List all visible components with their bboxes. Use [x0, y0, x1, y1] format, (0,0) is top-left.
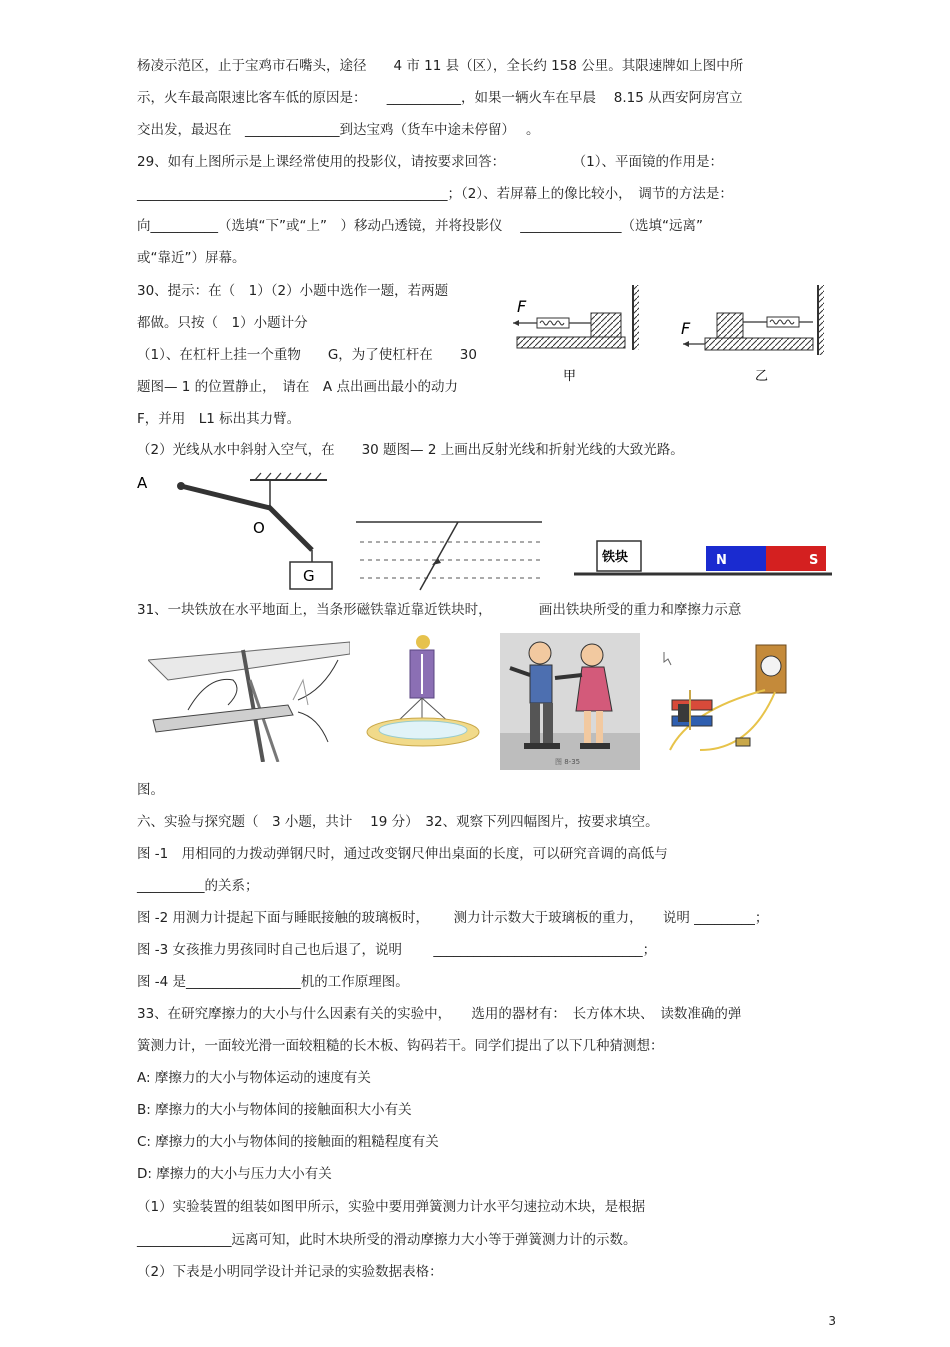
q31-line-1: 31、一块铁放在水平地面上，当条形磁铁靠近靠近铁块时， 画出铁块所受的重力和摩擦力示意	[137, 602, 742, 618]
q33-option-c: C: 摩擦力的大小与物体间的接触面的粗糙程度有关	[137, 1134, 439, 1150]
iron-block-label: 铁块	[602, 550, 629, 565]
point-a-label: A	[137, 474, 148, 492]
q32-fig3-line: 图 -3 女孩推力男孩同时自己也后退了，说明 _______________________________；	[137, 942, 657, 958]
q30-line-5: F，并用 L1 标出其力臂。	[137, 411, 301, 427]
steel-ruler-photo	[148, 640, 350, 762]
weight-g-label: G	[303, 567, 315, 585]
q33-option-a: A: 摩擦力的大小与物体运动的速度有关	[137, 1070, 371, 1086]
q32-fig1-line: 图 -1 用相同的力拨动弹钢尺时，通过改变钢尺伸出桌面的长度，可以研究音调的高低与	[137, 846, 668, 862]
q33-part2-line: （2）下表是小明同学设计并记录的实验数据表格：	[137, 1264, 443, 1280]
q30-line-4: 题图— 1 的位置静止， 请在 A 点出画出最小的动力	[137, 379, 458, 395]
skaters-photo	[500, 633, 640, 770]
q30-line-1: 30、提示：在（ 1）（2）小题中选作一题，若两题	[137, 283, 449, 299]
text-line-3: 交出发，最迟在 ______________到达宝鸡（货车中途未停留） 。	[137, 122, 540, 138]
refraction-figure	[352, 508, 547, 592]
q29-line-2: ______________________________________________；（2）、若屏幕上的像比较小， 调节的方法是：	[137, 186, 733, 202]
q31-line-2: 图。	[137, 782, 164, 798]
label-yi: 乙	[755, 369, 769, 384]
q33-option-b: B: 摩擦力的大小与物体间的接触面积大小有关	[137, 1102, 412, 1118]
q30-line-2: 都做。只按（ 1）小题计分	[137, 315, 308, 331]
page-number: 3	[828, 1314, 836, 1328]
lever-figure	[135, 470, 345, 592]
q30-line-3: （1）、在杠杆上挂一个重物 G，为了使杠杆在 30	[137, 347, 477, 363]
text-line-1: 杨凌示范区，止于宝鸡市石嘴头，途径 4 市 11 县（区），全长约 158 公里。其限速牌如上图中所	[137, 58, 744, 74]
magnet-north-label: N	[716, 553, 727, 568]
q32-fig2-line: 图 -2 用测力计提起下面与睡眠接触的玻璃板时， 测力计示数大于玻璃板的重力， 说明 _________；	[137, 910, 769, 926]
text-line-2: 示，火车最高限速比客车低的原因是： ___________，如果一辆火车在早晨 8.15 从西安阿房宫立	[137, 90, 743, 106]
spring-scale-photo	[365, 632, 483, 754]
pivot-o-label: O	[253, 519, 265, 537]
q30-line-6: （2）光线从水中斜射入空气，在 30 题图— 2 上画出反射光线和折射光线的大致光路。	[137, 442, 684, 458]
section-six-heading: 六、实验与探究题（ 3 小题，共计 19 分） 32、观察下列四幅图片，按要求填空。	[137, 814, 659, 830]
q33-line-2: 簧测力计，一面较光滑一面较粗糙的长木板、钩码若干。同学们提出了以下几种猜测想：	[137, 1038, 664, 1054]
force-label-yi: F	[681, 319, 691, 338]
magnet-iron-figure	[572, 536, 834, 582]
friction-experiment-figure	[505, 280, 830, 390]
q33-part1-line-1: （1）实验装置的组装如图甲所示，实验中要用弹簧测力计水平匀速拉动木块，是根据	[137, 1199, 646, 1215]
q33-option-d: D: 摩擦力的大小与压力大小有关	[137, 1166, 332, 1182]
friction-setup-yi	[681, 285, 824, 384]
q29-line-1: 29、如有上图所示是上课经常使用的投影仪，请按要求回答： （1）、平面镜的作用是：	[137, 154, 724, 170]
label-jia: 甲	[563, 369, 577, 384]
q29-line-3: 向__________（选填“下”或“上” ）移动凸透镜，并将投影仪 _______________（选填“远离”	[137, 218, 704, 234]
q29-line-4: 或“靠近”）屏幕。	[137, 250, 246, 266]
generator-photo	[660, 640, 792, 752]
q33-part1-line-2: ______________远离可知，此时木块所受的滑动摩擦力大小等于弹簧测力计的示数。	[137, 1232, 637, 1248]
friction-setup-jia	[513, 285, 639, 384]
magnet-south-label: S	[809, 553, 819, 568]
force-label-jia: F	[517, 297, 527, 316]
q32-fig1-blank: __________的关系；	[137, 878, 259, 894]
q33-line-1: 33、在研究摩擦力的大小与什么因素有关的实验中， 选用的器材有： 长方体木块、 读数准确的弹	[137, 1006, 742, 1022]
photo-caption: 图 8-35	[555, 758, 581, 766]
q32-fig4-line: 图 -4 是_________________机的工作原理图。	[137, 974, 409, 990]
